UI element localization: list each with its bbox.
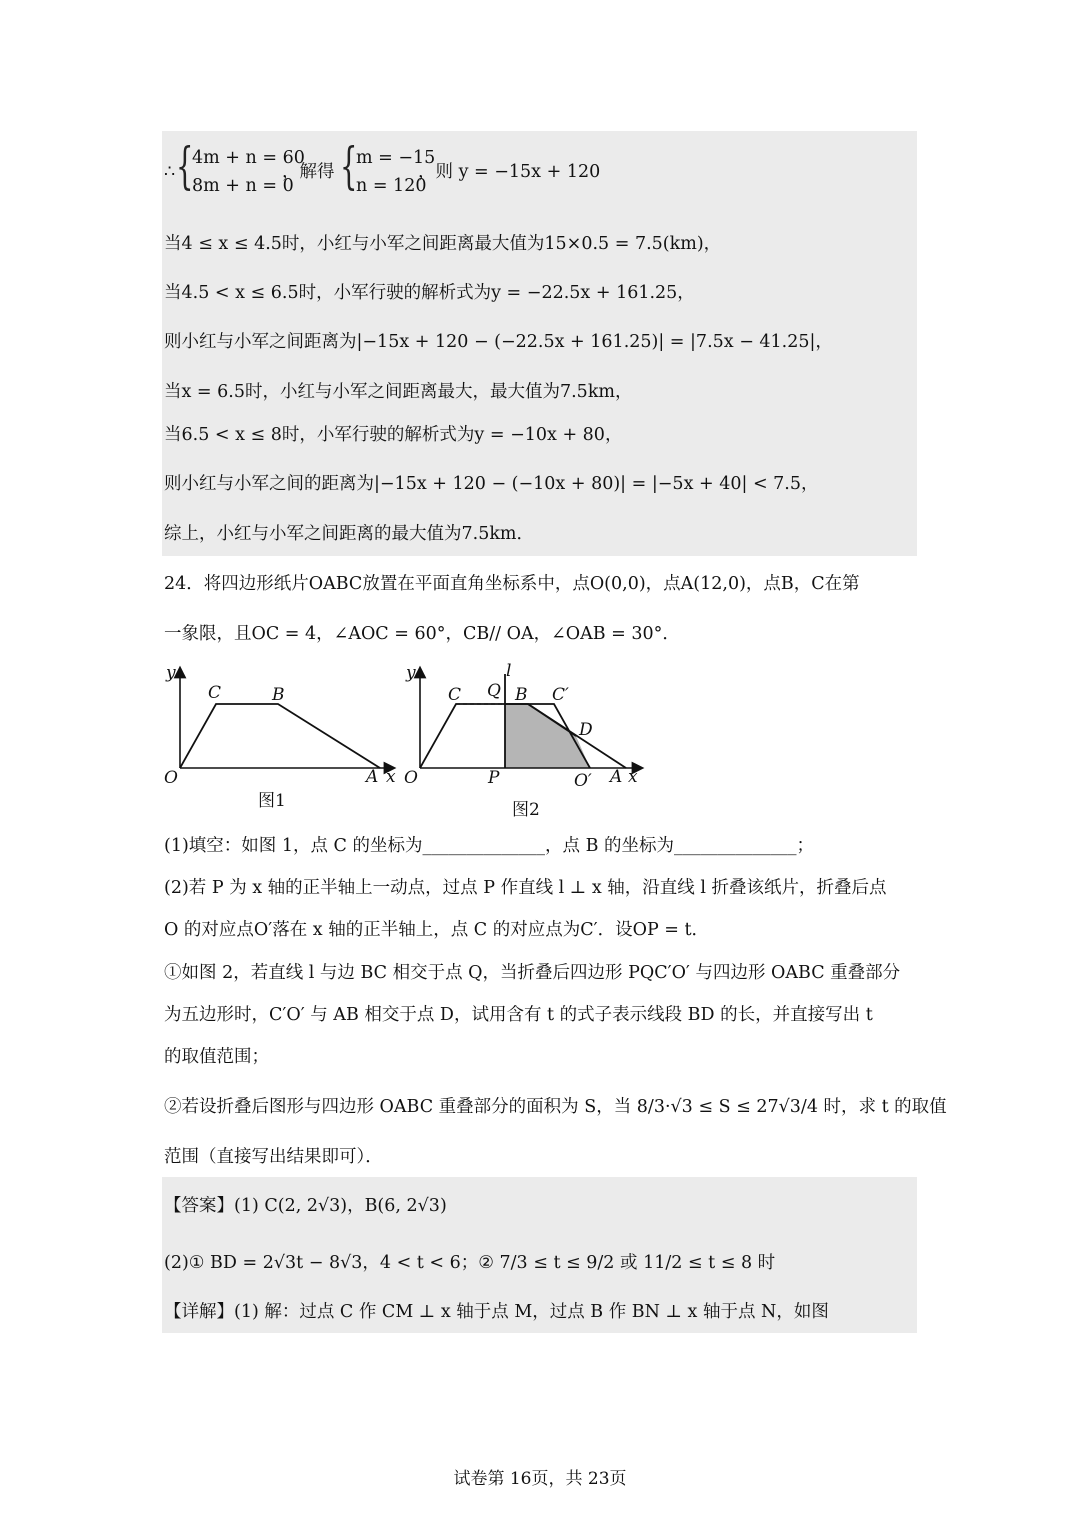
solution-line: 当4.5 < x ≤ 6.5时，小军行驶的解析式为y = −22.5x + 161.25， xyxy=(164,283,695,303)
answer-line: 【答案】(1) C(2, 2√3)，B(6, 2√3) xyxy=(164,1196,447,1216)
fig2-label-y: y xyxy=(406,663,416,683)
question-part2: O 的对应点O′落在 x 轴的正半轴上，点 C 的对应点为C′．设OP = t． xyxy=(164,920,710,940)
solution-line: 则小红与小军之间的距离为|−15x + 120 − (−10x + 80)| = |−5x + 40| < 7.5， xyxy=(164,474,819,494)
fig1-label-O: O xyxy=(164,768,178,788)
question-stem: 一象限，且OC = 4，∠AOC = 60°，CB// OA，∠OAB = 30°． xyxy=(164,624,680,644)
solution-line: 综上，小红与小军之间距离的最大值为7.5km． xyxy=(164,524,535,544)
fig1-label-C: C xyxy=(208,683,222,703)
fig2-label-Q: Q xyxy=(487,681,501,701)
fig1-label-y: y xyxy=(166,663,176,683)
question-part1: (1)填空：如图 1，点 C 的坐标为______________，点 B 的坐标为______________； xyxy=(164,836,814,856)
fig2-label-l: l xyxy=(506,661,512,681)
left-brace-2: { xyxy=(340,137,358,195)
fig1-label-x: x xyxy=(386,767,396,787)
left-brace: { xyxy=(176,137,194,195)
answer-line: 【详解】(1) 解：过点 C 作 CM ⊥ x 轴于点 M，过点 B 作 BN ⊥ x 轴于点 N，如图 xyxy=(164,1302,829,1322)
fig2-label-B: B xyxy=(515,685,528,705)
figure-2 xyxy=(398,660,648,810)
question-sub1: 的取值范围； xyxy=(164,1047,269,1067)
fig1-label-B: B xyxy=(272,685,285,705)
question-part2: (2)若 P 为 x 轴的正半轴上一动点，过点 P 作直线 l ⊥ x 轴，沿直线 l 折叠该纸片，折叠后点 xyxy=(164,878,887,898)
solution-eq2: n = 120 xyxy=(356,176,427,196)
fig2-label-O: O xyxy=(404,768,418,788)
fig2-label-P: P xyxy=(488,768,500,788)
solution-line: 当6.5 < x ≤ 8时，小军行驶的解析式为y = −10x + 80， xyxy=(164,425,623,445)
solution-line: 当4 ≤ x ≤ 4.5时，小红与小军之间距离最大值为15×0.5 = 7.5(km)， xyxy=(164,234,722,254)
fig2-label-x: x xyxy=(628,767,638,787)
solution-result: ，则 y = −15x + 120 xyxy=(418,162,601,182)
fig2-caption: 图2 xyxy=(512,800,540,820)
answer-line: (2)① BD = 2√3t − 8√3，4 < t < 6；② 7/3 ≤ t ≤ 9/2 或 11/2 ≤ t ≤ 8 时 xyxy=(164,1253,776,1273)
question-sub1: 为五边形时，C′O′ 与 AB 相交于点 D，试用含有 t 的式子表示线段 BD 的长，并直接写出 t xyxy=(164,1005,873,1025)
system-eq2: 8m + n = 0 xyxy=(192,176,294,196)
fig2-label-O-prime: O′ xyxy=(574,771,592,791)
question-sub1: ①如图 2，若直线 l 与边 BC 相交于点 Q，当折叠后四边形 PQC′O′ 与四边形 OABC 重叠部分 xyxy=(164,963,901,983)
fig2-label-C: C xyxy=(448,685,462,705)
page-footer: 试卷第 16页，共 23页 xyxy=(453,1469,627,1489)
solution-eq1: m = −15 xyxy=(356,148,436,168)
question-sub2: 范围（直接写出结果即可）． xyxy=(164,1147,383,1167)
system-prefix: ∴ xyxy=(164,162,176,182)
question-stem: 24．将四边形纸片OABC放置在平面直角坐标系中，点O(0,0)，点A(12,0)，点B，C在第 xyxy=(164,574,860,594)
fig1-caption: 图1 xyxy=(258,791,286,811)
fig2-label-A: A xyxy=(610,767,623,787)
solution-line: 当x = 6.5时，小红与小军之间距离最大，最大值为7.5km， xyxy=(164,382,633,402)
fig2-label-C-prime: C′ xyxy=(552,685,569,705)
fig2-label-D: D xyxy=(579,720,593,740)
fig1-quadrilateral xyxy=(180,704,380,768)
fig1-label-A: A xyxy=(366,767,379,787)
question-sub2: ②若设折叠后图形与四边形 OABC 重叠部分的面积为 S，当 8/3·√3 ≤ S ≤ 27√3/4 时，求 t 的取值 xyxy=(164,1097,947,1117)
solution-line: 则小红与小军之间距离为|−15x + 120 − (−22.5x + 161.25)| = |7.5x − 41.25|， xyxy=(164,332,833,352)
system-eq1: 4m + n = 60 xyxy=(192,148,305,168)
solve-word: ，解得 xyxy=(282,162,335,182)
